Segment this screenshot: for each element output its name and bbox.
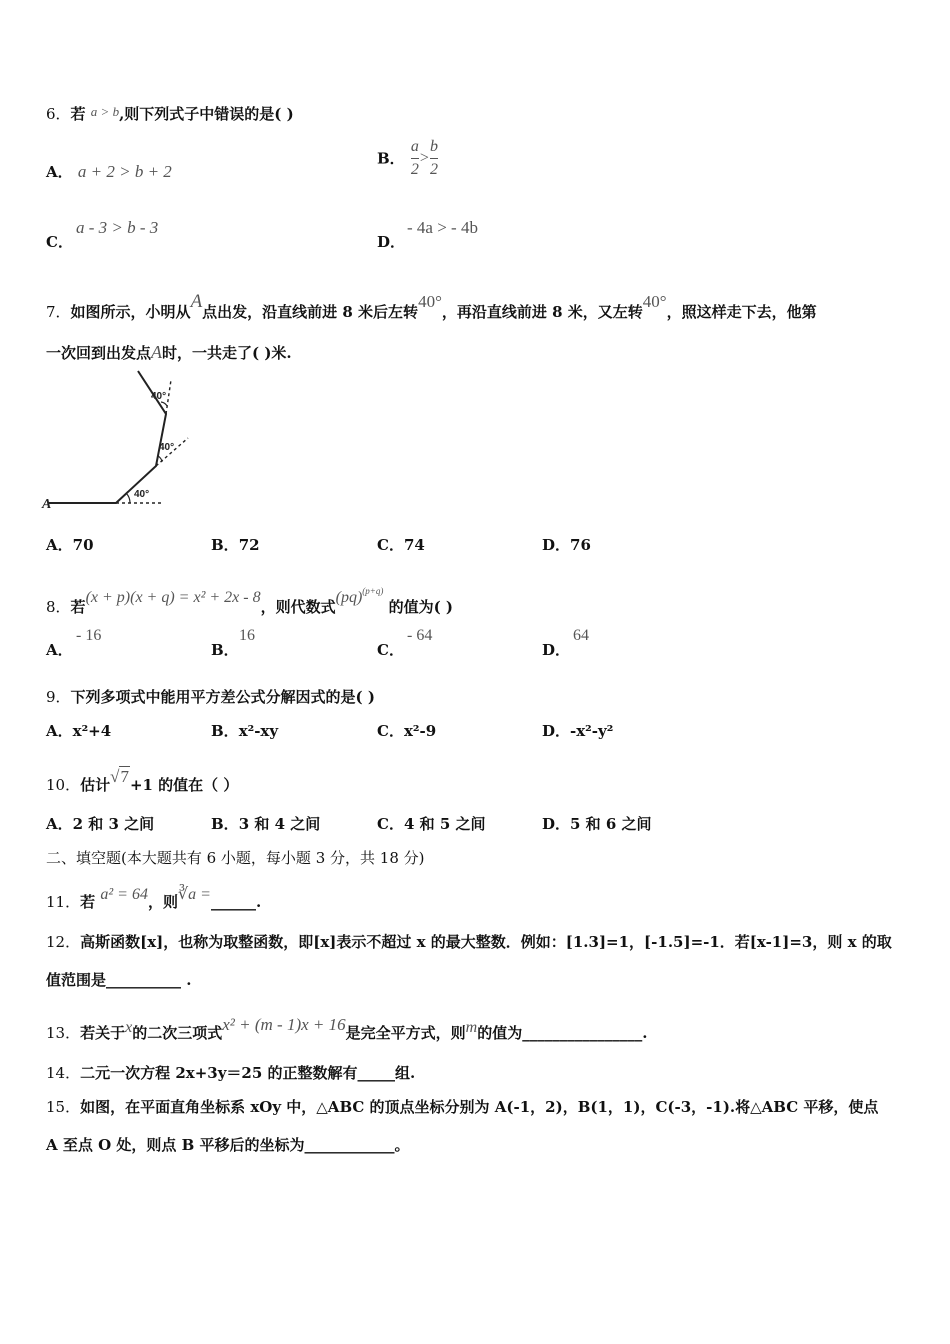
- q12-line-1: [46, 932, 892, 952]
- q7-text-2: 点出发，沿直线前进 8 米后左转: [202, 303, 419, 321]
- q10-option-a-value: 2 和 3 之间: [72, 815, 155, 833]
- q8-option-a-value: - 16: [76, 627, 102, 644]
- q9-option-c[interactable]: [377, 721, 436, 741]
- q15-line-1: [46, 1097, 878, 1117]
- q7-option-c-value: 74: [403, 536, 425, 554]
- q11-number: 11．: [46, 893, 81, 911]
- q13-post: 的值为________________.: [477, 1024, 648, 1042]
- q6-number: 6．: [46, 105, 71, 123]
- q13-mid2: 是完全平方式，则: [345, 1024, 466, 1042]
- q6-option-b-frac-b: [430, 136, 438, 181]
- q7-option-b-value: 72: [238, 536, 260, 554]
- q7-text-5: 一次回到出发点: [46, 344, 152, 362]
- fig-label-a: A: [42, 497, 52, 512]
- q7-text-1: 如图所示，小明从: [70, 303, 191, 321]
- q10-option-d-label: D．: [542, 815, 571, 833]
- q10-post: +1 的值在（ ）: [129, 776, 239, 794]
- q8-option-d-value: 64: [573, 627, 589, 644]
- q7-option-d-value: 76: [570, 536, 591, 554]
- q10-option-c[interactable]: [377, 814, 486, 834]
- q10-option-d[interactable]: [542, 814, 652, 834]
- q13-trinomial: x² + (m - 1)x + 16: [222, 1015, 346, 1034]
- q13-var-x: x: [125, 1019, 133, 1036]
- q9-option-c-label: C．: [377, 722, 404, 740]
- frac-den: 2: [429, 161, 438, 178]
- q8-equation: (x + p)(x + q) = x² + 2x - 8: [85, 589, 261, 606]
- q12-number: 12．: [46, 933, 81, 951]
- frac-num: a: [411, 136, 419, 159]
- q8-number: 8．: [46, 598, 71, 616]
- q14-text: 二元一次方程 2x+3y＝25 的正整数解有_____组.: [80, 1064, 416, 1082]
- q6-option-d-label: D．: [377, 233, 406, 251]
- q11-mid: ，则: [147, 893, 178, 911]
- q7-number: 7．: [46, 303, 71, 321]
- q9-option-a[interactable]: [46, 721, 111, 741]
- q6-option-a[interactable]: [46, 162, 172, 182]
- q11-answer-blank: ______.: [210, 893, 262, 911]
- fig-angle-3: 40°: [151, 391, 167, 402]
- q10-number: 10．: [46, 776, 81, 794]
- q11-pre: 若: [80, 893, 96, 911]
- section-2-heading: 二、填空题(本大题共有 6 小题，每小题 3 分，共 18 分): [46, 849, 425, 867]
- q7-point-a-2: A: [151, 342, 163, 362]
- q9-option-b-label: B．: [211, 722, 239, 740]
- q10-option-c-value: 4 和 5 之间: [403, 815, 486, 833]
- q8-option-c-value: - 64: [407, 627, 433, 644]
- q6-condition: a > b: [90, 104, 120, 119]
- q7-text-3: ，再沿直线前进 8 米，又左转: [441, 303, 643, 321]
- q6-option-d-expr: - 4a > - 4b: [407, 218, 478, 237]
- frac-num: b: [430, 136, 438, 159]
- q10-option-b-label: B．: [211, 815, 239, 833]
- q6-option-c-expr: a - 3 > b - 3: [76, 218, 159, 237]
- q8-option-c-label: C．: [377, 641, 404, 659]
- q7-option-a[interactable]: [46, 535, 94, 555]
- q7-angle-2: 40°: [642, 292, 667, 311]
- q7-text-6: 时，一共走了( )米.: [162, 344, 292, 362]
- q9-option-b[interactable]: [211, 721, 278, 741]
- frac-den: 2: [410, 161, 419, 178]
- q8-option-b[interactable]: [211, 626, 331, 660]
- q7-angle-1: 40°: [418, 292, 442, 311]
- q10-pre: 估计: [80, 776, 111, 794]
- q12-text-1: 高斯函数[x]，也称为取整函数，即[x]表示不超过 x 的最大整数．例如：[1.3]=1，[-1.5]=-1．若[x-1]=3，则 x 的取: [80, 933, 892, 951]
- q8-pre: 若: [70, 598, 86, 616]
- q9-option-a-value: x²+4: [72, 722, 112, 740]
- q8-mid: ，则代数式: [260, 598, 336, 616]
- q13-var-m: m: [465, 1019, 478, 1036]
- q10-option-b-value: 3 和 4 之间: [238, 815, 321, 833]
- q13-pre: 若关于: [80, 1024, 126, 1042]
- q7-stem-line2: [46, 342, 292, 363]
- q6-option-b-label: B．: [377, 149, 405, 168]
- q8-option-b-value: 16: [239, 627, 255, 644]
- angle-arc-2: [158, 456, 162, 462]
- q6-option-a-expr: a + 2 > b + 2: [77, 162, 172, 181]
- q6-stem: [46, 102, 294, 124]
- q6-option-b[interactable]: [377, 136, 439, 181]
- q11-cube-root: ∛a =: [177, 886, 211, 903]
- q11-equation: a² = 64: [100, 886, 148, 903]
- q10-radicand: 7: [120, 767, 129, 786]
- q9-option-c-value: x²-9: [403, 722, 437, 740]
- q9-option-b-value: x²-xy: [238, 722, 279, 740]
- q8-exponent: (p+q): [362, 586, 384, 596]
- q9-option-d-value: -x²-y²: [570, 722, 614, 740]
- q7-text-4: ，照这样走下去，他第: [666, 303, 817, 321]
- q7-option-b-label: B．: [211, 536, 239, 554]
- q7-option-d[interactable]: [542, 535, 591, 555]
- q10-option-a[interactable]: [46, 814, 154, 834]
- q6-option-c-label: C．: [46, 233, 73, 251]
- q6-option-b-frac-a: [411, 136, 419, 181]
- q8-option-c[interactable]: [377, 626, 497, 660]
- angle-arc-1: [126, 493, 130, 503]
- dashed-ext-3: [166, 380, 171, 414]
- q13-mid: 的二次三项式: [132, 1024, 223, 1042]
- q10-option-d-value: 5 和 6 之间: [570, 815, 652, 833]
- q8-option-b-label: B．: [211, 641, 239, 659]
- q8-option-d-label: D．: [542, 641, 571, 659]
- q10-option-b[interactable]: [211, 814, 320, 834]
- q15-number: 15．: [46, 1098, 81, 1116]
- q6-option-b-gt: >: [419, 149, 429, 167]
- q9-stem: [46, 687, 375, 707]
- q9-option-d-label: D．: [542, 722, 571, 740]
- q8-option-a[interactable]: [46, 626, 166, 660]
- q7-stem: [46, 280, 916, 321]
- q13-number: 13．: [46, 1024, 81, 1042]
- q7-option-c[interactable]: [377, 535, 425, 555]
- q10-option-a-label: A．: [46, 815, 73, 833]
- q8-option-d[interactable]: [542, 626, 662, 660]
- q6-post: ,则下列式子中错误的是( ): [119, 105, 294, 123]
- q14-stem: [46, 1063, 415, 1083]
- q8-post: 的值为( ): [388, 598, 453, 616]
- q9-option-d[interactable]: [542, 721, 613, 741]
- q10-option-c-label: C．: [377, 815, 404, 833]
- q7-point-a: A: [190, 291, 203, 312]
- q15-text-1: 如图，在平面直角坐标系 xOy 中，△ABC 的顶点坐标分别为 A(-1，2)，B(1，1)，C(-3，-1).将△ABC 平移，使点: [80, 1098, 879, 1116]
- q7-walking-path-figure: [40, 366, 200, 512]
- q12-line-2: 值范围是__________ .: [46, 971, 192, 989]
- q6-option-a-label: A．: [46, 163, 73, 181]
- q6-pre: 若: [70, 105, 86, 123]
- q8-option-a-label: A．: [46, 641, 73, 659]
- q10-sqrt: √7: [110, 767, 129, 786]
- q9-option-a-label: A．: [46, 722, 73, 740]
- q9-number: 9．: [46, 688, 71, 706]
- q9-text: 下列多项式中能用平方差公式分解因式的是( ): [70, 688, 375, 706]
- q7-option-c-label: C．: [377, 536, 404, 554]
- q15-line-2: A 至点 O 处，则点 B 平移后的坐标为____________。: [46, 1136, 410, 1154]
- q14-number: 14．: [46, 1064, 81, 1082]
- q8-base: (pq): [335, 589, 363, 606]
- q7-option-b[interactable]: [211, 535, 260, 555]
- q7-option-a-label: A．: [46, 536, 73, 554]
- angle-arc-3: [161, 402, 167, 406]
- q7-option-a-value: 70: [72, 536, 94, 554]
- q7-option-d-label: D．: [542, 536, 571, 554]
- path-line: [48, 371, 166, 503]
- fig-angle-1: 40°: [134, 489, 150, 500]
- fig-angle-2: 40°: [159, 442, 175, 453]
